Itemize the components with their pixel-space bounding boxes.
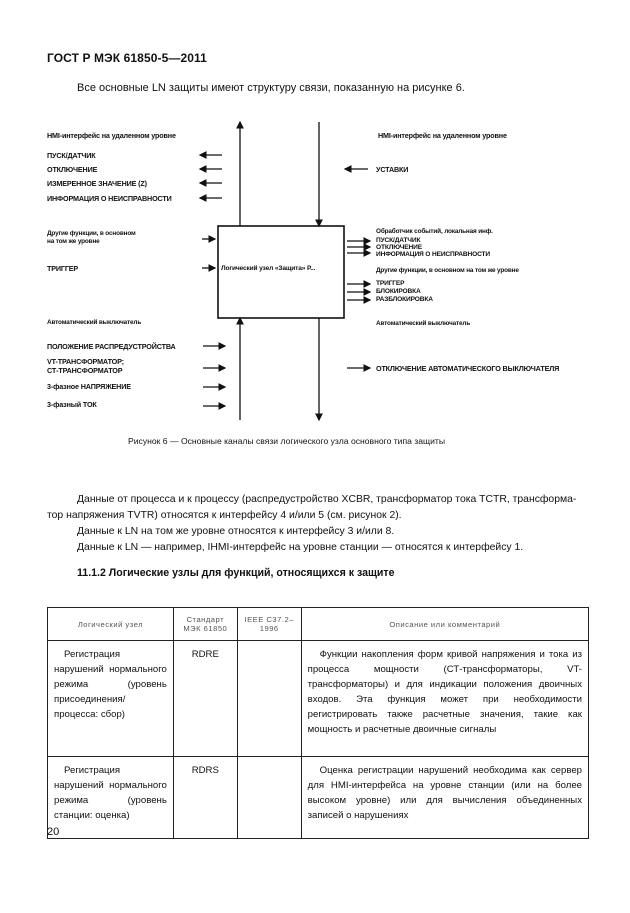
label-ct: СТ-ТРАНСФОРМАТОР bbox=[47, 366, 123, 375]
table-header-row bbox=[48, 608, 589, 641]
cell-node: Регистрация нарушений нормального режима (уровень станции: оценка) bbox=[48, 757, 174, 839]
cell-std: RDRE bbox=[173, 641, 237, 757]
figure-caption: Рисунок 6 — Основные каналы связи логического узла основного типа защиты bbox=[128, 436, 446, 446]
paragraph-1a: Данные от процесса и к процессу (распредустройство XCBR, трансформатор тока TCTR, трансформа- bbox=[77, 494, 577, 505]
label-right-start: ПУСК/ДАТЧИК bbox=[376, 237, 421, 244]
label-right-trip: ОТКЛЮЧЕНИЕ bbox=[376, 244, 422, 251]
table-row bbox=[48, 757, 589, 839]
label-right-unblock: РАЗБЛОКИРОВКА bbox=[376, 296, 433, 303]
page-number: 20 bbox=[47, 826, 60, 838]
logical-nodes-table bbox=[47, 607, 589, 839]
label-trigger-left: ТРИГГЕР bbox=[47, 264, 79, 273]
logical-node-label: Логический узел «Защита» Р... bbox=[221, 265, 316, 272]
header-description: Описание или комментарий bbox=[301, 608, 588, 641]
paragraph-3: Данные к LN — например, IHMI-интерфейс на уровне станции — относятся к интерфейсу 1. bbox=[77, 542, 524, 553]
label-breaker-trip: ОТКЛЮЧЕНИЕ АВТОМАТИЧЕСКОГО ВЫКЛЮЧАТЕЛЯ bbox=[376, 364, 560, 373]
label-other-functions-right: Другие функции, в основном на том же уровне bbox=[376, 267, 519, 274]
cell-std: RDRS bbox=[173, 757, 237, 839]
label-right-trigger: ТРИГГЕР bbox=[376, 280, 405, 287]
label-right-block: БЛОКИРОВКА bbox=[376, 288, 421, 295]
label-event-handler: Обработчик событий, локальная инф. bbox=[376, 228, 493, 235]
label-other-functions-left: Другие функции, в основном bbox=[47, 230, 136, 237]
label-trip: ОТКЛЮЧЕНИЕ bbox=[47, 165, 98, 174]
label-breaker-left: Автоматический выключатель bbox=[47, 319, 142, 326]
paragraph-2: Данные к LN на том же уровне относятся к интерфейсу 3 и/или 8. bbox=[77, 526, 395, 537]
header-ieee: IEEE C37.2–1996 bbox=[237, 608, 301, 641]
right-hmi-header: НМІ-интерфейс на удаленном уровне bbox=[378, 131, 507, 140]
intro-paragraph: Все основные LN защиты имеют структуру связи, показанную на рисунке 6. bbox=[77, 82, 465, 94]
label-settings: УСТАВКИ bbox=[376, 165, 409, 174]
logical-node-box bbox=[218, 226, 344, 318]
cell-desc: Функции накопления форм кривой напряжения и тока из процесса мощности (СТ-трансформаторы, VT-трансформаторы) и для индикации положения двоичных входов. Эта функция может при необходимости регистрировать также расчетные значения, такие как мощность и расчетные двоичные сигналы bbox=[301, 641, 588, 757]
header-iec-standard: Стандарт МЭК 61850 bbox=[173, 608, 237, 641]
label-switchgear-position: ПОЛОЖЕНИЕ РАСПРЕДУСТРОЙСТВА bbox=[47, 342, 176, 351]
label-vt: VT-ТРАНСФОРМАТОР; bbox=[47, 357, 124, 366]
label-breaker-right: Автоматический выключатель bbox=[376, 320, 471, 327]
label-right-fault: ИНФОРМАЦИЯ О НЕИСПРАВНОСТИ bbox=[376, 251, 491, 258]
label-same-level-left: на том же уровне bbox=[47, 238, 100, 245]
table-row bbox=[48, 641, 589, 757]
label-measured-value: ИЗМЕРЕННОЕ ЗНАЧЕНИЕ (Z) bbox=[47, 179, 147, 188]
label-fault-info: ИНФОРМАЦИЯ О НЕИСПРАВНОСТИ bbox=[47, 194, 172, 203]
cell-desc: Оценка регистрации нарушений необходима как сервер для НМІ-интерфейса на уровне станции (или на более высоком уровне) или для вычисления объединенных записей о нарушениях bbox=[301, 757, 588, 839]
left-hmi-header: НМІ-интерфейс на удаленном уровне bbox=[47, 131, 176, 140]
paragraph-1b: тор напряжения TVTR) относятся к интерфейсу 4 и/или 5 (см. рисунок 2). bbox=[47, 510, 402, 521]
header-logical-node: Логический узел bbox=[48, 608, 174, 641]
section-title: 11.1.2 Логические узлы для функций, относящихся к защите bbox=[77, 567, 395, 579]
cell-ieee bbox=[237, 641, 301, 757]
cell-ieee bbox=[237, 757, 301, 839]
label-3ph-voltage: 3-фазное НАПРЯЖЕНИЕ bbox=[47, 382, 131, 391]
label-start-sensor: ПУСК/ДАТЧИК bbox=[47, 151, 96, 160]
label-3ph-current: 3-фазный ТОК bbox=[47, 400, 97, 409]
document-header: ГОСТ Р МЭК 61850-5—2011 bbox=[47, 51, 207, 65]
cell-node: Регистрация нарушений нормального режима (уровень присоединения/процесса: сбор) bbox=[48, 641, 174, 757]
